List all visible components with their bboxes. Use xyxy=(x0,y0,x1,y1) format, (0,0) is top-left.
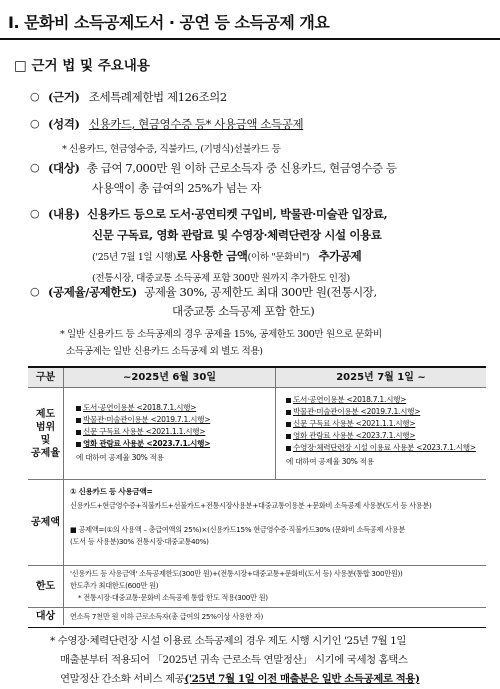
section-heading: □ 근거 법 및 주요내용 xyxy=(14,58,150,74)
amount-cell xyxy=(64,480,486,566)
content-line-2: 신문 구독료, 영화 관람료 및 수영장·체력단련장 시설 이용료 xyxy=(92,228,382,242)
scope-after-rate: 에 대하여 공제율 30% 적용 xyxy=(286,457,374,466)
limit-line-3: * 전통시장·대중교통·문화비 소득공제 통합 한도 적용(300만 원) xyxy=(78,593,268,602)
general-note-1: * 일반 신용카드 등 소득공제의 경우 공제율 15%, 공제한도 300만 원으로 문화비 xyxy=(60,329,382,340)
rate-line-2: 대중교통 소득공제 포함 한도) xyxy=(172,304,315,318)
page-title: Ⅰ. 문화비 소득공제도서 · 공연 등 소득공제 개요 xyxy=(8,13,330,32)
list-item: 영화 관람료 사용분 <2023.7.1.시행> xyxy=(286,430,415,441)
list-item: 수영장·체력단련장 시설 이용료 사용분 <2023.7.1.시행> xyxy=(286,442,476,453)
nature-note: * 신용카드, 현금영수증, 직불카드, (기명식)선불카드 등 xyxy=(62,144,281,155)
row-label-amount: 공제액 xyxy=(28,480,64,566)
table-header-before: ~2025년 6월 30일 xyxy=(64,368,276,388)
item-basis xyxy=(48,89,227,105)
content-label: (내용) xyxy=(48,207,80,221)
item-target xyxy=(48,160,397,176)
list-item: 신문 구독료 사용분 <2021.1.1.시행> xyxy=(286,418,415,429)
row-label-scope xyxy=(28,388,64,480)
scope-after-cell xyxy=(276,388,486,480)
nature-text: 신용카드, 현금영수증 등* 사용금액 소득공제 xyxy=(88,117,304,131)
rate-line-1: 공제율 30%, 공제한도 최대 300만 원(전통시장, xyxy=(144,285,377,299)
footer-line-3a: 연말정산 간소화 서비스 제공 xyxy=(60,673,185,685)
circle-bullet-icon: ○ xyxy=(30,285,40,298)
scope-label-3: 및 xyxy=(40,435,51,446)
basis-text: 조세특례제한법 제126조의2 xyxy=(88,90,227,104)
content-alias: (이하 "문화비") xyxy=(247,252,310,263)
list-item: 신문 구독료 사용분 <2021.1.1.시행> xyxy=(76,426,205,437)
item-nature xyxy=(48,116,303,132)
amount-line-2: 신용카드+현금영수증+직불카드+선불카드+전통시장사용분+대중교통이용분 +문화비 소득공제 사용분(도서 등 사용분) xyxy=(70,501,432,510)
limit-cell xyxy=(64,566,486,608)
target-label: (대상) xyxy=(48,161,80,175)
target-text-2: 사용액이 총 급여의 25%가 넘는 자 xyxy=(92,181,262,195)
item-rate xyxy=(48,284,377,300)
amount-line-4: (도서 등 사용분)30% 전통시장·대중교통40%) xyxy=(70,537,209,546)
target-cell xyxy=(64,608,486,625)
circle-bullet-icon: ○ xyxy=(30,207,40,220)
table-header-after: 2025년 7월 1일 ~ xyxy=(276,368,486,388)
content-used-amount: 로 사용한 금액 xyxy=(176,249,248,263)
list-item: 도서·공연이용분 <2018.7.1.시행> xyxy=(76,402,196,413)
list-item: 박물관·미술관이용분 <2019.7.1.시행> xyxy=(76,414,210,425)
footer-line-3b: ('25년 7월 1일 이전 매출분은 일반 소득공제로 적용) xyxy=(184,673,420,685)
content-line-1: 신용카드 등으로 도서·공연티켓 구입비, 박물관·미술관 입장료, xyxy=(87,207,388,221)
circle-bullet-icon: ○ xyxy=(30,117,40,130)
target-row-text: 연소득 7천만 원 이하 근로소득자(총 급여의 25%이상 사용한 자) xyxy=(70,612,264,621)
content-additional-deduction: 추가공제 xyxy=(318,249,362,263)
table-header-category: 구분 xyxy=(28,368,64,388)
comparison-table xyxy=(28,366,486,628)
general-note-2: 소득공제는 일반 신용카드 소득공제 외 별도 적용) xyxy=(66,346,263,357)
amount-line-3: ■ 공제액=(①의 사용액 – 총급여액의 25%)×(신용카드15% 현금영수증·직불카드30% (문화비 소득공제 사용분 xyxy=(70,525,405,534)
footer-line-1: * 수영장·체력단련장 시설 이용료 소득공제의 경우 제도 시행 시기인 '25년 7월 1일 xyxy=(50,635,407,647)
nature-label: (성격) xyxy=(48,117,80,131)
footer-line-3 xyxy=(60,670,420,685)
list-item: 박물관·미술관이용분 <2019.7.1.시행> xyxy=(286,406,420,417)
target-text-1: 총 급여 7,000만 원 이하 근로소득자 중 신용카드, 현금영수증 등 xyxy=(86,161,397,175)
limit-line-1: '신용카드 등 사용금액' 소득공제한도(300만 원)+(전통시장+대중교통+문화비(도서 등) 사용분(통합 300만원)) xyxy=(70,569,403,578)
content-line-3 xyxy=(92,248,361,264)
limit-line-2: 한도추가 최대한도(600만 원) xyxy=(70,581,159,590)
page-title-bar xyxy=(0,6,500,40)
item-content xyxy=(48,206,387,222)
content-line-4: (전통시장, 대중교통 소득공제 포함 300만 원까지 추가한도 인정) xyxy=(92,273,350,284)
scope-before-rate: 에 대하여 공제율 30% 적용 xyxy=(76,453,164,462)
list-item: 도서·공연이용분 <2018.7.1.시행> xyxy=(286,394,406,405)
scope-before-cell xyxy=(64,388,276,480)
scope-label-2: 범위 xyxy=(35,422,56,433)
circle-bullet-icon: ○ xyxy=(30,90,40,103)
rate-label: (공제율/공제한도) xyxy=(48,285,137,299)
title-rule xyxy=(0,38,500,40)
circle-bullet-icon: ○ xyxy=(30,161,40,174)
basis-label: (근거) xyxy=(48,90,80,104)
amount-line-1: ① 신용카드 등 사용금액= xyxy=(70,487,153,496)
content-effective-date: ('25년 7월 1일 시행) xyxy=(92,252,177,263)
scope-label-4: 공제율 xyxy=(31,448,60,459)
row-label-limit: 한도 xyxy=(28,566,64,608)
list-item: 영화 관람료 사용분 <2023.7.1.시행> xyxy=(76,438,210,449)
scope-label-1: 제도 xyxy=(35,409,56,420)
footer-line-2: 매출분부터 적용되어 「2025년 귀속 근로소득 연말정산」 시기에 국세청 홈택스 xyxy=(60,654,408,666)
row-label-target: 대상 xyxy=(28,608,64,625)
